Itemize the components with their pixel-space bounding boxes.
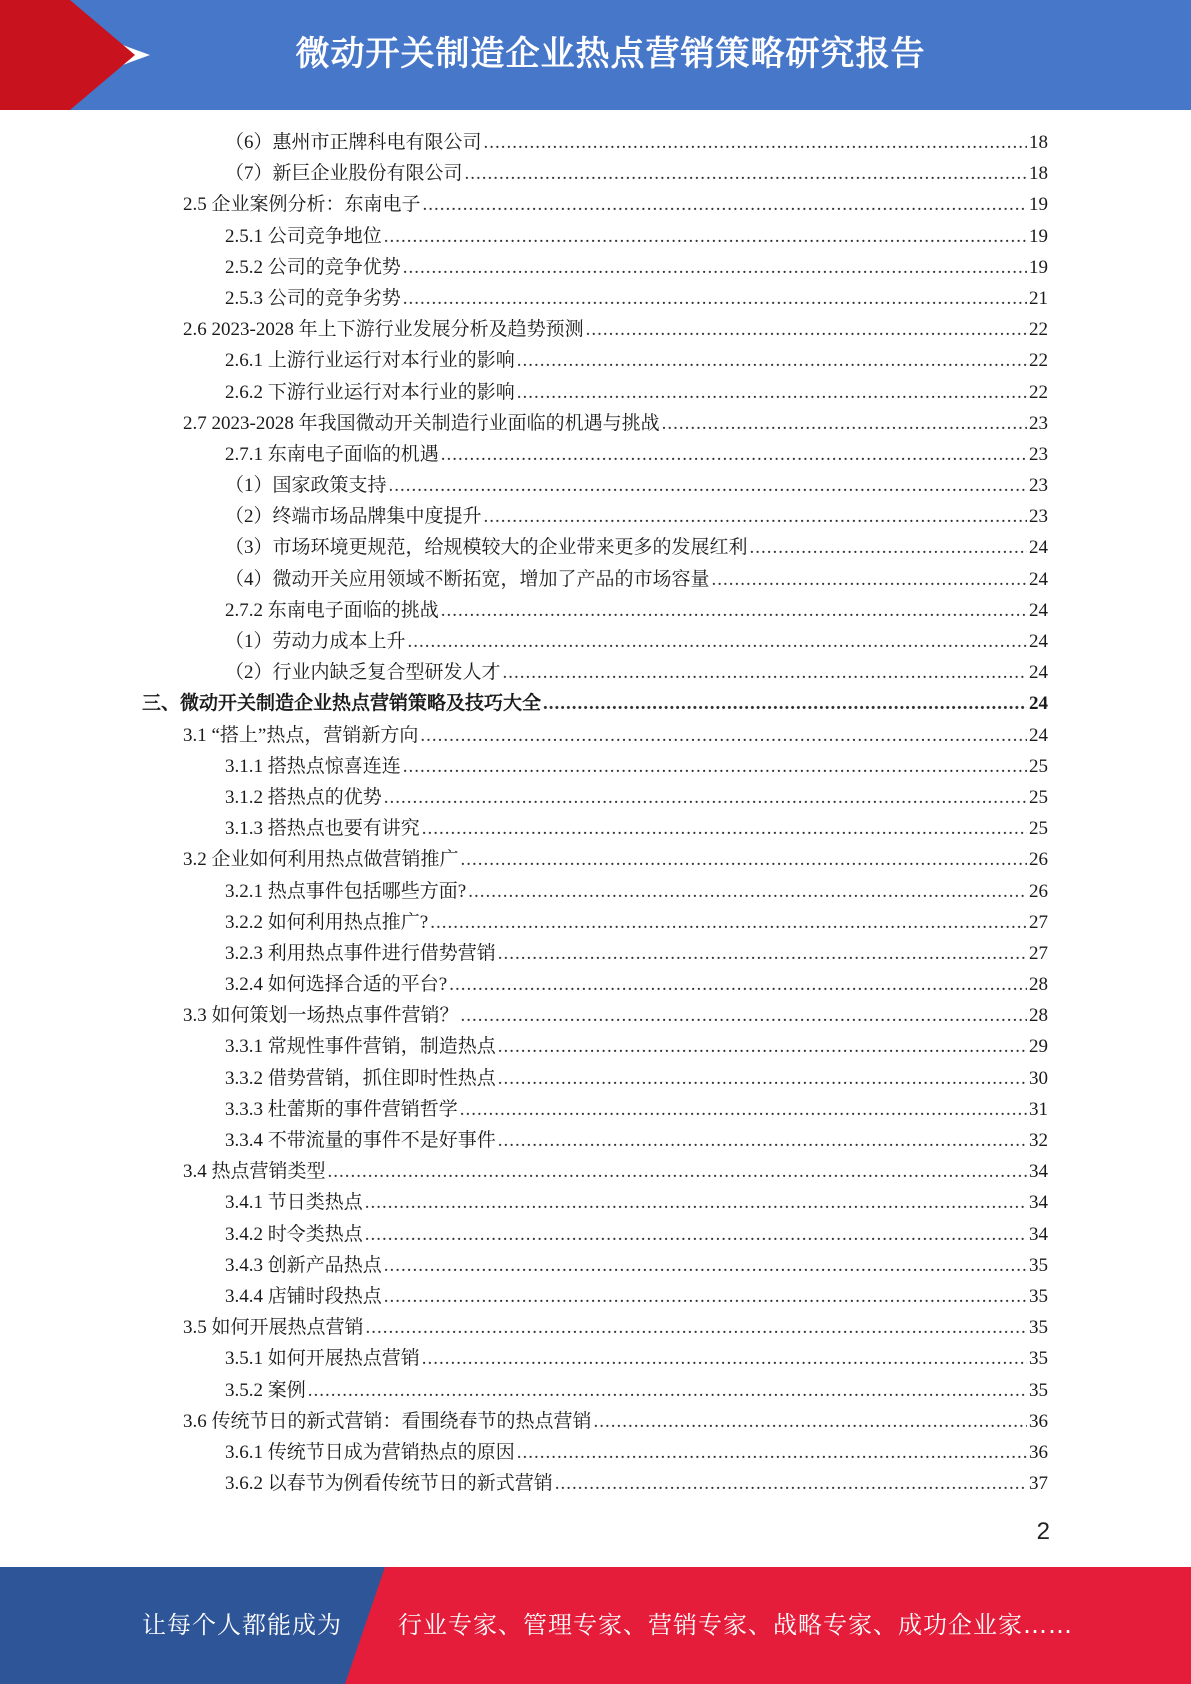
toc-entry-page: 19	[1029, 225, 1048, 247]
toc-entry[interactable]	[225, 626, 1048, 657]
toc-leader-dots	[384, 1281, 1027, 1312]
toc-entry-page: 22	[1029, 350, 1048, 372]
toc-leader-dots	[465, 158, 1027, 189]
toc-leader-dots	[555, 1468, 1027, 1499]
toc-leader-dots	[498, 1125, 1027, 1156]
toc-entry-page: 24	[1029, 662, 1048, 684]
toc-entry-page: 36	[1029, 1410, 1048, 1432]
toc-entry[interactable]	[225, 345, 1048, 376]
toc-entry[interactable]	[225, 377, 1048, 408]
toc-entry[interactable]	[225, 221, 1048, 252]
toc-entry[interactable]	[225, 782, 1048, 813]
toc-leader-dots	[460, 1094, 1027, 1125]
toc-entry-title: 3.2.1 热点事件包括哪些方面?	[225, 880, 467, 902]
toc-entry[interactable]	[225, 1468, 1048, 1499]
toc-entry[interactable]	[225, 158, 1048, 189]
toc-entry[interactable]	[225, 1125, 1048, 1156]
toc-entry[interactable]	[225, 1250, 1048, 1281]
toc-entry[interactable]	[225, 907, 1048, 938]
toc-entry-page: 32	[1029, 1130, 1048, 1151]
toc-entry[interactable]	[225, 1219, 1048, 1250]
toc-leader-dots	[403, 252, 1027, 283]
toc-entry[interactable]	[225, 1281, 1048, 1312]
toc-entry-title: 3.4.2 时令类热点	[225, 1223, 363, 1245]
toc-entry-page: 24	[1029, 724, 1048, 746]
footer-slogan-right: 行业专家、管理专家、营销专家、战略专家、成功企业家……	[398, 1611, 1073, 1639]
toc-entry-page: 35	[1029, 1348, 1048, 1370]
toc-entry-title: 3.3.2 借势营销，抓住即时性热点	[225, 1067, 496, 1089]
toc-entry-page: 27	[1029, 911, 1048, 933]
page-number: 2	[1036, 1518, 1050, 1545]
toc-leader-dots	[308, 1375, 1027, 1406]
toc-entry-title: 3.6.1 传统节日成为营销热点的原因	[225, 1441, 515, 1463]
toc-entry-page: 35	[1029, 1317, 1048, 1339]
toc-leader-dots	[468, 876, 1027, 907]
toc-leader-dots	[365, 1219, 1027, 1250]
toc-entry-page: 29	[1029, 1036, 1048, 1058]
toc-entry-page: 18	[1029, 132, 1048, 153]
toc-leader-dots	[423, 189, 1027, 220]
toc-leader-dots	[498, 1063, 1027, 1094]
toc-leader-dots	[498, 938, 1027, 969]
toc-leader-dots	[517, 1437, 1027, 1468]
toc-entry-title: 2.5.3 公司的竞争劣势	[225, 287, 401, 309]
toc-entry-title: 3.6.2 以春节为例看传统节日的新式营销	[225, 1473, 553, 1495]
toc-entry-title: 2.5.1 公司竞争地位	[225, 225, 382, 247]
toc-entry[interactable]	[225, 751, 1048, 782]
toc-entry-title: 3.4 热点营销类型	[183, 1161, 326, 1183]
toc-entry-page: 19	[1029, 194, 1048, 216]
toc-entry-title: （2）终端市场品牌集中度提升	[225, 506, 482, 528]
toc-leader-dots	[441, 439, 1027, 470]
toc-entry-page: 25	[1029, 755, 1048, 777]
toc-entry-page: 26	[1029, 880, 1048, 902]
toc-leader-dots	[422, 1343, 1027, 1374]
toc-entry-page: 34	[1029, 1192, 1048, 1214]
toc-entry[interactable]	[225, 938, 1048, 969]
toc-entry[interactable]	[183, 720, 1048, 751]
toc-entry[interactable]	[225, 1094, 1048, 1125]
toc-leader-dots	[586, 314, 1027, 345]
toc-entry-title: 3.1 “搭上”热点，营销新方向	[183, 724, 419, 746]
toc-entry-page: 28	[1029, 1005, 1048, 1027]
toc-entry[interactable]	[183, 1156, 1048, 1187]
toc-entry-title: 三、微动开关制造企业热点营销策略及技巧大全	[142, 693, 542, 715]
toc-entry[interactable]	[183, 408, 1048, 439]
toc-entry-page: 37	[1029, 1473, 1048, 1495]
page-header	[0, 0, 1191, 110]
toc-entry-title: 3.5 如何开展热点营销	[183, 1317, 364, 1339]
toc-entry-page: 25	[1029, 786, 1048, 808]
toc-entry-title: 3.2.3 利用热点事件进行借势营销	[225, 942, 496, 964]
toc-entry-page: 35	[1029, 1285, 1048, 1307]
toc-entry-page: 24	[1029, 599, 1048, 621]
toc-leader-dots	[384, 1250, 1027, 1281]
toc-entry-page: 22	[1029, 319, 1048, 341]
toc-leader-dots	[422, 813, 1027, 844]
toc-entry-title: 2.5.2 公司的竞争优势	[225, 256, 401, 278]
toc-entry[interactable]	[183, 844, 1048, 875]
toc-entry-title: 3.1.1 搭热点惊喜连连	[225, 755, 401, 777]
toc-entry-title: （1）劳动力成本上升	[225, 631, 406, 652]
toc-entry-title: 2.6 2023-2028 年上下游行业发展分析及趋势预测	[183, 319, 584, 341]
toc-entry[interactable]	[183, 189, 1048, 220]
page-footer	[0, 1567, 1191, 1684]
toc-entry-title: 3.1.2 搭热点的优势	[225, 786, 382, 808]
toc-leader-dots	[498, 1031, 1027, 1062]
toc-entry-title: 2.7.1 东南电子面临的机遇	[225, 443, 439, 465]
toc-entry[interactable]	[183, 1312, 1048, 1343]
toc-entry-page: 35	[1029, 1254, 1048, 1276]
toc-entry-page: 26	[1029, 849, 1048, 871]
toc-entry[interactable]	[225, 1063, 1048, 1094]
toc-entry-title: 2.7.2 东南电子面临的挑战	[225, 599, 439, 621]
toc-entry-page: 34	[1029, 1223, 1048, 1245]
toc-entry-page: 24	[1029, 568, 1048, 590]
toc-entry-title: 3.4.4 店铺时段热点	[225, 1285, 382, 1307]
toc-entry[interactable]	[225, 1437, 1048, 1468]
toc-entry-title: 2.7 2023-2028 年我国微动开关制造行业面临的机遇与挑战	[183, 412, 660, 434]
toc-leader-dots	[430, 907, 1027, 938]
toc-entry-page: 27	[1029, 942, 1048, 964]
toc-entry[interactable]	[225, 252, 1048, 283]
toc-leader-dots	[420, 720, 1027, 751]
toc-leader-dots	[461, 1000, 1027, 1031]
toc-entry-page: 19	[1029, 256, 1048, 278]
toc-entry-title: （6）惠州市正牌科电有限公司	[225, 132, 482, 153]
toc-entry-page: 36	[1029, 1441, 1048, 1463]
toc-entry[interactable]	[225, 532, 1048, 563]
toc-leader-dots	[484, 501, 1027, 532]
toc-leader-dots	[484, 127, 1027, 158]
toc-entry-title: （1）国家政策支持	[225, 475, 387, 497]
toc-entry[interactable]	[225, 439, 1048, 470]
toc-entry[interactable]	[225, 876, 1048, 907]
toc-entry-title: 3.2.4 如何选择合适的平台?	[225, 974, 448, 996]
toc-leader-dots	[384, 782, 1027, 813]
toc-entry-page: 24	[1029, 537, 1048, 559]
toc-entry-page: 25	[1029, 818, 1048, 840]
toc-entry-page: 24	[1029, 631, 1048, 652]
toc-entry-page: 23	[1029, 506, 1048, 528]
toc-entry-title: 3.1.3 搭热点也要有讲究	[225, 818, 420, 840]
toc-entry[interactable]	[183, 1406, 1048, 1437]
toc-leader-dots	[403, 283, 1027, 314]
toc-entry-page: 31	[1029, 1098, 1048, 1120]
toc-entry-page: 34	[1029, 1161, 1048, 1183]
toc-entry-page: 23	[1029, 443, 1048, 465]
toc-leader-dots	[403, 751, 1027, 782]
toc-entry-title: 3.2.2 如何利用热点推广?	[225, 911, 429, 933]
toc-leader-dots	[365, 1187, 1027, 1218]
toc-entry-title: 3.3.3 杜蕾斯的事件营销哲学	[225, 1098, 458, 1120]
toc-entry-page: 23	[1029, 412, 1048, 434]
toc-entry[interactable]	[225, 1343, 1048, 1374]
toc-entry-title: 2.6.1 上游行业运行对本行业的影响	[225, 350, 515, 372]
toc-entry-title: 3.5.1 如何开展热点营销	[225, 1348, 420, 1370]
toc-entry[interactable]	[183, 314, 1048, 345]
toc-leader-dots	[543, 688, 1027, 719]
toc-entry[interactable]	[225, 595, 1048, 626]
toc-entry[interactable]	[225, 1031, 1048, 1062]
toc-entry[interactable]	[225, 564, 1048, 595]
toc-entry[interactable]	[225, 283, 1048, 314]
toc-entry-title: （7）新巨企业股份有限公司	[225, 163, 463, 185]
toc-entry-page: 18	[1029, 163, 1048, 185]
toc-leader-dots	[389, 470, 1027, 501]
toc-entry-title: （3）市场环境更规范，给规模较大的企业带来更多的发展红利	[225, 537, 748, 559]
toc-leader-dots	[449, 969, 1027, 1000]
toc-leader-dots	[517, 377, 1027, 408]
toc-entry-title: 2.6.2 下游行业运行对本行业的影响	[225, 381, 515, 403]
toc-entry[interactable]	[183, 1000, 1048, 1031]
toc-entry-title: （4）微动开关应用领域不断拓宽，增加了产品的市场容量	[225, 568, 710, 590]
toc-entry-page: 21	[1029, 287, 1048, 309]
toc-entry-title: 3.3.1 常规性事件营销，制造热点	[225, 1036, 496, 1058]
toc-entry[interactable]	[225, 470, 1048, 501]
toc-entry-page: 22	[1029, 381, 1048, 403]
toc-leader-dots	[366, 1312, 1027, 1343]
toc-leader-dots	[408, 626, 1027, 657]
toc-entry-title: 3.3.4 不带流量的事件不是好事件	[225, 1130, 496, 1151]
toc-entry-page: 35	[1029, 1379, 1048, 1401]
toc-leader-dots	[503, 657, 1027, 688]
toc-leader-dots	[328, 1156, 1027, 1187]
toc-entry[interactable]	[225, 501, 1048, 532]
toc-leader-dots	[517, 345, 1027, 376]
toc-entry-title: 2.5 企业案例分析：东南电子	[183, 194, 421, 216]
toc-leader-dots	[384, 221, 1027, 252]
toc-leader-dots	[594, 1406, 1027, 1437]
footer-slogan-left: 让每个人都能成为	[142, 1611, 342, 1639]
toc-entry-page: 30	[1029, 1067, 1048, 1089]
toc-entry-title: 3.6 传统节日的新式营销：看围绕春节的热点营销	[183, 1410, 592, 1432]
toc-entry-page: 24	[1029, 693, 1048, 715]
toc-entry-title: 3.4.3 创新产品热点	[225, 1254, 382, 1276]
table-of-contents	[0, 127, 1191, 1499]
toc-entry-title: 3.4.1 节日类热点	[225, 1192, 363, 1214]
toc-leader-dots	[441, 595, 1027, 626]
toc-entry-page: 28	[1029, 974, 1048, 996]
toc-leader-dots	[662, 408, 1027, 439]
toc-entry[interactable]	[225, 1375, 1048, 1406]
toc-entry-title: 3.3 如何策划一场热点事件营销？	[183, 1005, 459, 1027]
toc-entry[interactable]	[142, 688, 1048, 719]
report-title: 微动开关制造企业热点营销策略研究报告	[295, 34, 926, 74]
toc-entry[interactable]	[225, 657, 1048, 688]
toc-leader-dots	[461, 844, 1027, 875]
toc-entry-title: 3.2 企业如何利用热点做营销推广	[183, 849, 459, 871]
toc-entry-page: 23	[1029, 475, 1048, 497]
toc-leader-dots	[712, 564, 1027, 595]
toc-entry-title: （2）行业内缺乏复合型研发人才	[225, 662, 501, 684]
toc-entry[interactable]	[225, 969, 1048, 1000]
toc-entry[interactable]	[225, 1187, 1048, 1218]
toc-entry[interactable]	[225, 813, 1048, 844]
toc-entry-title: 3.5.2 案例	[225, 1379, 306, 1401]
toc-leader-dots	[750, 532, 1027, 563]
toc-entry[interactable]	[225, 127, 1048, 158]
